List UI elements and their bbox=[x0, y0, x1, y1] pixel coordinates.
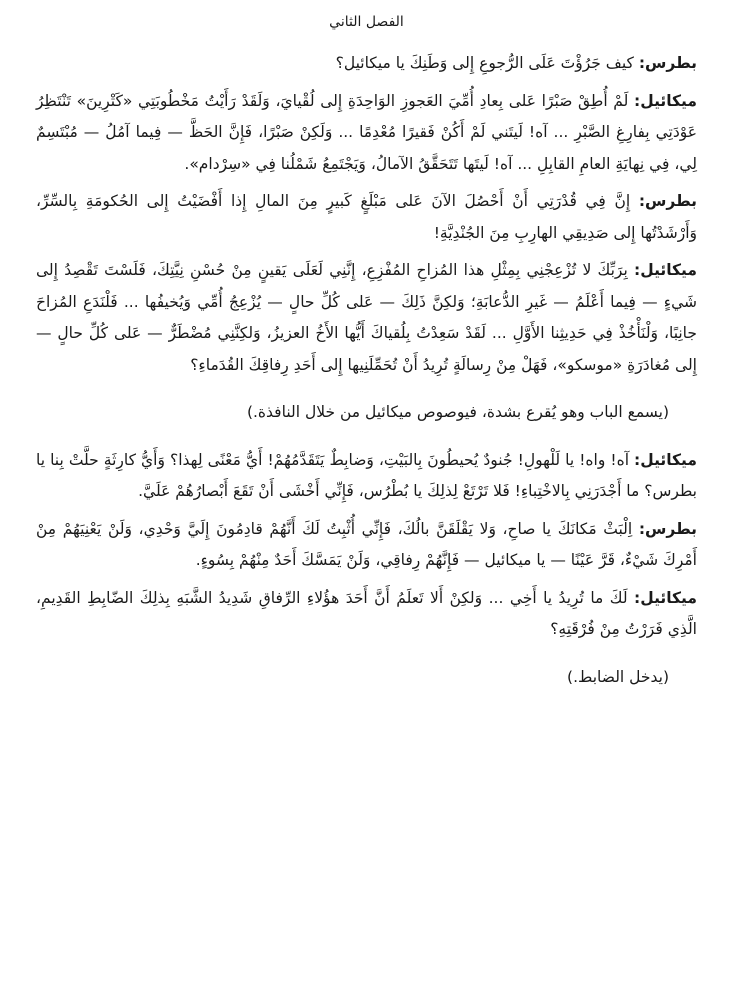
stage-direction: (يدخل الضابط.) bbox=[567, 667, 669, 686]
dialogue-line bbox=[36, 86, 697, 181]
speaker-name: بطرس: bbox=[638, 519, 697, 538]
dialogue-text: لَمْ أُطِقْ صَبْرًا عَلى بِعادِ أُمِّيَ العَجوزِ الوَاحِدَةِ إِلى لُقْيايَ، وَلَقَدْ رَأَيْتُ مَخْطُوبَتِي «كَتْرِينَ» تَنْتَظِرُ عَوْدَتِي بِفارِغِ الصَّبْرِ ... آه! لَيتَني لَمْ أَكُنْ فَقيرًا مُعْدِمًا ... وَلَكِنْ صَبْرًا، فَإِنَّ الحَظَّ — فِيما آمُلُ — مُبْتَسِمٌ لِي، فِي نِهايَةِ العامِ القابِلِ ... آه! لَيتَها تَتَحَقَّقُ الآمالُ، وَيَجْتَمِعُ شَمْلُنا فِي «سِرْدام». bbox=[36, 91, 697, 173]
dialogue-text: آه! واه! يا لَلْهولِ! جُنودٌ يُحيطُونَ بِالبَيْتِ، وَضابِطٌ يَتَقَدَّمُهُمْ! أَيُّ مَعْنًى لِهذا؟ وَأَيُّ كارِثَةٍ حلَّتْ بِنا يا بطرس؟ ما أَجْدَرَنِي بِالاخْتِباءِ! فَلا تَرْتَعْ لِذلِكَ يا بُطْرُس، فَإِنِّي أَخْشَى أَنْ تَقَعَ أَبْصارُهُمْ عَلَيَّ. bbox=[36, 450, 697, 500]
speaker-name: بطرس: bbox=[638, 192, 697, 210]
stage-direction: (يسمع الباب وهو يُقرع بشدة، فيوصوص ميكائيل من خلال النافذة.) bbox=[246, 403, 669, 421]
dialogue-line bbox=[36, 48, 697, 80]
speaker-name: ميكائيل: bbox=[634, 588, 697, 607]
dialogue-line bbox=[36, 514, 697, 577]
dialogue-line bbox=[36, 186, 697, 249]
speaker-name: بطرس: bbox=[638, 54, 697, 72]
dialogue-text: إِنَّ فِي قُدْرَتِي أَنْ أَحْصُلَ الآنَ عَلى مَبْلَغٍ كَبيرٍ مِنَ المالِ إِذا أَفْضَيْتُ إِلى الحُكومَةِ بِالسِّرِّ، وَأَرْشَدْتُها إِلى صَدِيقِي الهارِبِ مِنَ الجُنْدِيَّةِ! bbox=[36, 192, 697, 242]
dialogue-line bbox=[36, 445, 697, 508]
dialogue-text: كيف جَرُؤْتَ عَلَى الرُّجوعِ إِلى وَطَنِكَ يا ميكائيل؟ bbox=[335, 54, 634, 72]
speaker-name: ميكائيل: bbox=[634, 450, 697, 469]
speaker-name: ميكائيل: bbox=[634, 261, 697, 279]
dialogue-line bbox=[36, 583, 697, 646]
chapter-title: الفصل الثاني bbox=[329, 14, 404, 30]
dialogue-text: بِرَبِّكَ لا تُزْعِجْنِي بِمِثْلِ هذا المُزاحِ المُفْزِعِ، إِنَّنِي لَعَلَى يَقينٍ مِنْ حُسْنِ نِيَّتِكَ، فَلَسْتَ تَقْصِدُ إِلى شَيءٍ — فِيما أَعْلَمُ — غَيرِ الدُّعابَةِ؛ وَلكِنَّ ذَلِكَ — عَلى كُلِّ حالٍ — يُزْعِجُ أُمِّي وَيُخيفُها ... فَلْنَدَعِ المُزاحَ جانِبًا، وَلْنَأْخُذْ فِي حَدِيثِنا الأَوَّلِ ... لَقَدْ سَعِدْتُ بِلُقياكَ أَيُّها الأَخُ العزيزُ، وَلكِنَّنِي مُضْطَرٌّ — عَلى كُلِّ حالٍ — إِلى مُغادَرَةِ «موسكو»، فَهَلْ مِنْ رِسالَةٍ تُرِيدُ أَنْ تُحَمِّلَنِيها إِلى أَحَدِ رِفاقِكَ القُدَماءِ؟ bbox=[36, 261, 697, 374]
speaker-name: ميكائيل: bbox=[634, 91, 697, 110]
dialogue-line bbox=[36, 255, 697, 381]
dialogue-text: اِلْبَثْ مَكانَكَ يا صاحِ، وَلا يَقْلَقَنَّ بالُكَ، فَإِنِّي أُثْبِتُ لَكَ أَنَّهُمْ قادِمُونَ إِلَيَّ وَحْدِي، وَلَنْ يَعْنِيَهُمْ مِنْ أَمْرِكَ شَيْءٌ، قَرَّ عَيْنًا — يا ميكائيل — فَإِنَّهُمْ رِفاقِي، وَلَنْ يَمَسَّكَ أَحَدٌ مِنْهُمْ بِسُوءٍ. bbox=[36, 519, 697, 569]
dialogue-text: لَكَ ما تُرِيدُ يا أَخِي ... وَلكِنْ أَلا تَعلَمُ أَنَّ أَحَدَ هؤُلاءِ الرِّفاقِ شَدِيدُ الشَّبَهِ بِذلِكَ الضّابِطِ القَدِيمِ، الَّذِي فَرَرْتُ مِنْ فُرْقَتِهِ؟ bbox=[36, 588, 697, 638]
